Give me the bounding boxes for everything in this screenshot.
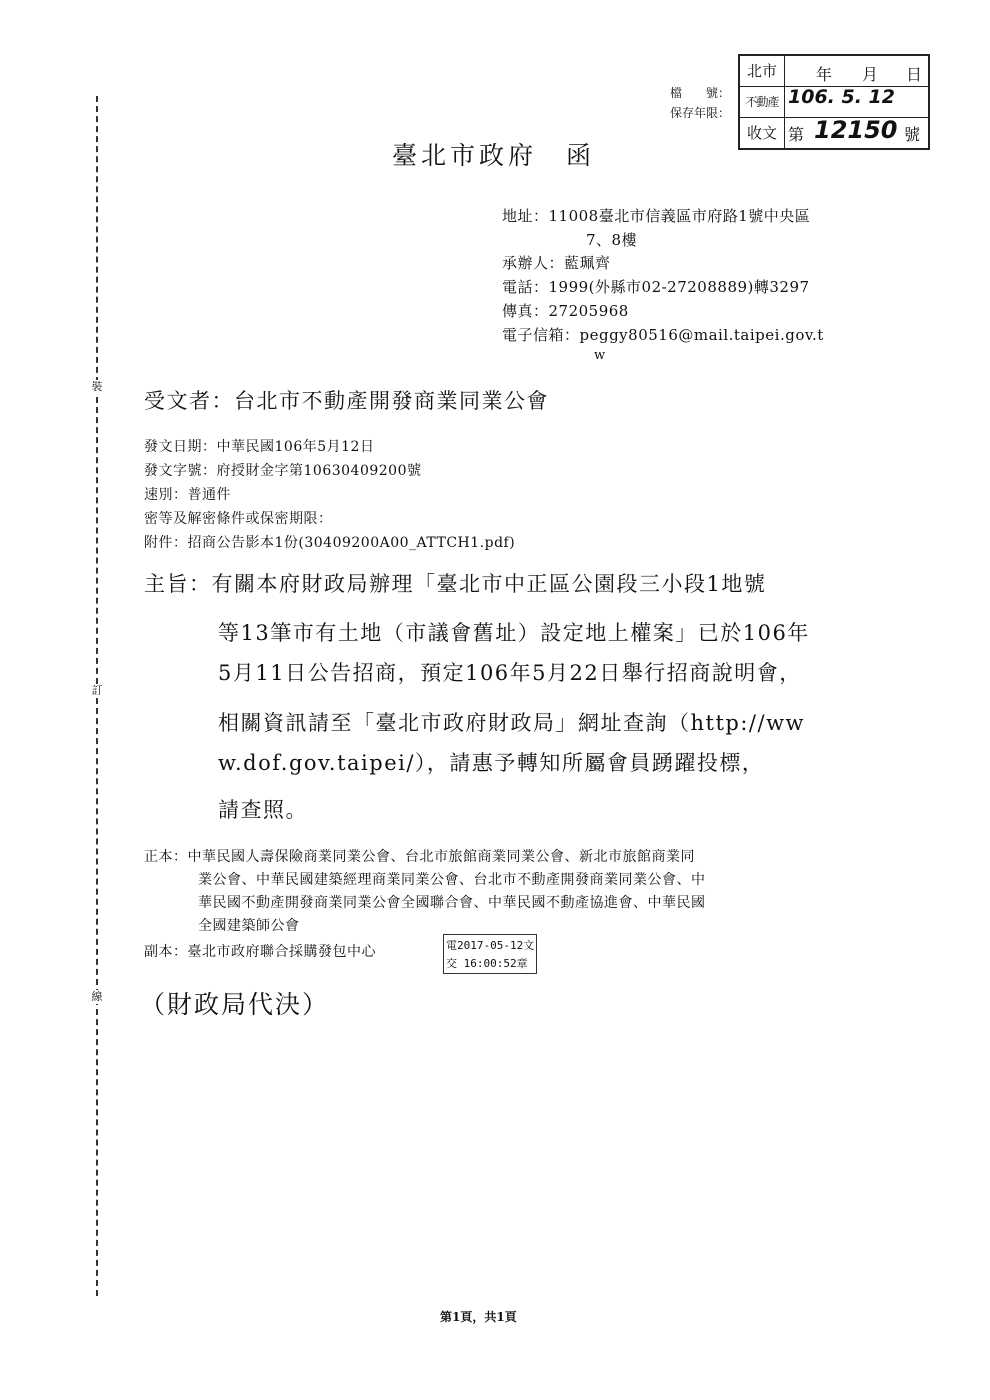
contact-email-cont: w (594, 348, 606, 363)
recipient: 受文者：台北市不動產開發商業同業公會 (144, 389, 549, 413)
attachment: 附件：招商公告影本1份(30409200A00_ATTCH1.pdf) (144, 535, 516, 551)
estamp-date: 電2017-05-12文 (446, 939, 535, 952)
estamp-time: 交 16:00:52章 (446, 957, 528, 970)
cc-original-line: 全國建築師公會 (198, 918, 300, 934)
file-number-label: 檔 號： (669, 86, 730, 100)
contact-phone: 電話：1999(外縣市02-27208889)轉3297 (502, 278, 810, 296)
subject-line: 請查照。 (218, 798, 308, 822)
issue-date: 發文日期：中華民國106年5月12日 (144, 439, 375, 455)
stamp-year-header: 年 (816, 65, 833, 84)
page-indicator: 第1頁，共1頁 (440, 1310, 517, 1324)
cc-original-line: 華民國不動產開發商業同業公會全國聯合會、中華民國不動產協進會、中華民國 (198, 895, 706, 911)
stamp-day-header: 日 (906, 65, 923, 84)
delegated-signature: （財政局代決） (140, 990, 330, 1019)
subject-line: 5月11日公告招商，預定106年5月22日舉行招商說明會， (218, 661, 802, 685)
stamp-number-prefix: 第 (788, 125, 805, 144)
document-number: 發文字號：府授財金字第10630409200號 (144, 463, 422, 479)
receipt-stamp (738, 54, 930, 150)
binding-char-xian: 線 (89, 990, 105, 1004)
stamp-label-city: 北市 (746, 62, 777, 80)
contact-fax: 傳真：27205968 (502, 302, 629, 320)
contact-address-cont: 7、8樓 (586, 231, 638, 249)
contact-email: 電子信箱：peggy80516@mail.taipei.gov.t (502, 326, 824, 344)
cc-original-line: 業公會、中華民國建築經理商業同業公會、台北市不動產開發商業同業公會、中 (198, 872, 706, 888)
subject-line: 等13筆市有土地（市議會舊址）設定地上權案」已於106年 (218, 621, 810, 645)
stamp-date-value: 106. 5. 12 (788, 86, 895, 108)
electronic-exchange-stamp (443, 934, 537, 974)
contact-address: 地址：11008臺北市信義區市府路1號中央區 (502, 207, 811, 225)
binding-char-ding: 訂 (89, 684, 105, 698)
stamp-label-realestate: 不動產 (745, 95, 779, 109)
document-title: 臺北市政府 函 (392, 141, 596, 170)
stamp-number-value: 12150 (814, 116, 898, 144)
subject-line: w.dof.gov.taipei/），請惠予轉知所屬會員踴躍投標， (218, 751, 765, 775)
binding-char-zhuang: 裝 (89, 380, 105, 394)
stamp-label-received: 收文 (746, 124, 777, 142)
secrecy-level: 密等及解密條件或保密期限： (144, 511, 333, 527)
stamp-month-header: 月 (862, 65, 879, 84)
stamp-number-suffix: 號 (904, 125, 921, 144)
cc-original-line: 正本：中華民國人壽保險商業同業公會、台北市旅館商業同業公會、新北市旅館商業同 (144, 849, 695, 865)
contact-handler: 承辦人：藍珮齊 (502, 254, 611, 272)
subject-line: 主旨：有關本府財政局辦理「臺北市中正區公園段三小段1地號 (144, 572, 767, 596)
subject-line: 相關資訊請至「臺北市政府財政局」網址查詢（http://ww (218, 711, 806, 735)
cc-copy: 副本：臺北市政府聯合採購發包中心 (144, 944, 376, 960)
retention-period-label: 保存年限： (669, 106, 730, 120)
delivery-speed: 速別：普通件 (144, 487, 231, 503)
